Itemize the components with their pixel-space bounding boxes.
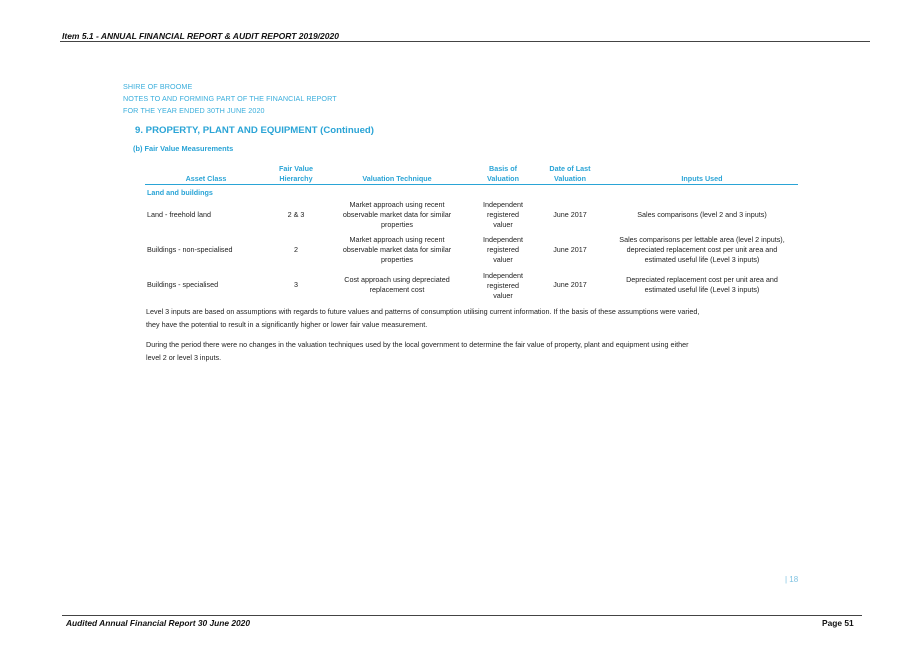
row3-hierarchy: 3 (294, 280, 298, 289)
footer-report-title: Audited Annual Financial Report 30 June 2020 (66, 618, 250, 628)
row3-basis: Independent registered valuer (483, 271, 523, 300)
row1-basis: Independent registered valuer (483, 200, 523, 229)
note-2-line-2: level 2 or level 3 inputs. (146, 352, 222, 362)
note-paragraph-2 (146, 339, 786, 364)
note-1-line-2: they have the potential to result in a significantly higher or lower fair value measurement. (146, 319, 428, 329)
row1-asset-class: Land - freehold land (147, 210, 211, 219)
col-header-asset-class: Asset Class (185, 174, 227, 183)
col-header-hierarchy: Fair Value Hierarchy (279, 164, 313, 183)
col-header-technique: Valuation Technique (362, 174, 432, 183)
row2-technique: Market approach using recent observable market data for similar properties (342, 235, 452, 264)
row3-date: June 2017 (553, 280, 587, 289)
note-2-line-1: During the period there were no changes in the valuation techniques used by the local government to determine the fair value of property, plant and equipment using either (146, 340, 689, 349)
col-header-date: Date of Last Valuation (549, 164, 591, 183)
note-1-line-1: Level 3 inputs are based on assumptions with regards to future values and patterns of consumption utilising current information. If the basis of these assumptions were varied, (146, 307, 700, 316)
report-subtitle: NOTES TO AND FORMING PART OF THE FINANCIAL REPORT (123, 94, 337, 103)
col-header-inputs: Inputs Used (681, 174, 723, 183)
row1-hierarchy: 2 & 3 (287, 210, 305, 219)
subsection-title: (b) Fair Value Measurements (133, 144, 234, 153)
section-title: 9. PROPERTY, PLANT AND EQUIPMENT (Continued) (135, 125, 374, 136)
row3-technique: Cost approach using depreciated replacement cost (344, 275, 450, 294)
footer-rule (62, 615, 862, 616)
document-header-title: Item 5.1 - ANNUAL FINANCIAL REPORT & AUDIT REPORT 2019/2020 (62, 31, 339, 41)
row3-inputs: Depreciated replacement cost per unit area and estimated useful life (Level 3 inputs) (626, 275, 778, 294)
row3-asset-class: Buildings - specialised (147, 280, 219, 289)
row1-inputs: Sales comparisons (level 2 and 3 inputs) (637, 210, 767, 219)
row1-technique: Market approach using recent observable market data for similar properties (342, 200, 452, 229)
table-group-label: Land and buildings (147, 188, 213, 197)
table-header-rule (145, 184, 798, 185)
row2-date: June 2017 (553, 245, 587, 254)
col-header-basis: Basis of Valuation (487, 164, 519, 183)
note-paragraph-1 (146, 306, 786, 331)
row2-basis: Independent registered valuer (483, 235, 523, 264)
internal-page-number: | 18 (785, 575, 799, 584)
org-name: SHIRE OF BROOME (123, 82, 193, 91)
report-period: FOR THE YEAR ENDED 30TH JUNE 2020 (123, 106, 265, 115)
row2-asset-class: Buildings - non-specialised (147, 245, 233, 254)
row1-date: June 2017 (553, 210, 587, 219)
row2-inputs: Sales comparisons per lettable area (level 2 inputs), depreciated replacement cost per unit area and estimated useful life (Level 3 inputs) (619, 235, 785, 264)
row2-hierarchy: 2 (294, 245, 298, 254)
footer-page-number: Page 51 (822, 618, 854, 628)
header-rule (60, 41, 870, 42)
